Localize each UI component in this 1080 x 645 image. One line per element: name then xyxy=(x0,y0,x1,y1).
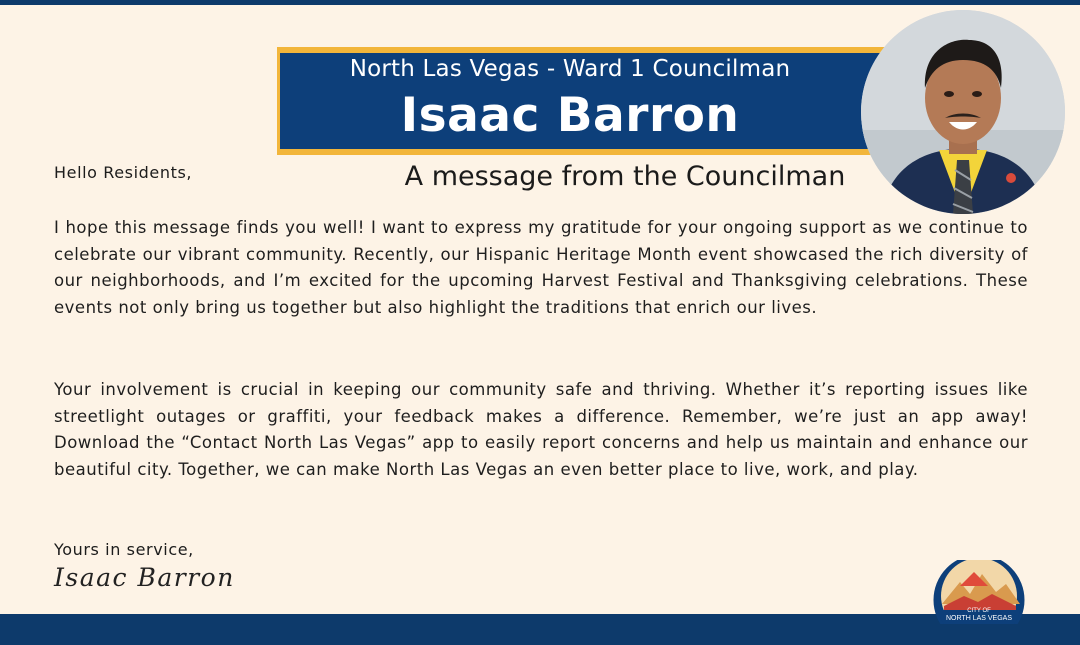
councilman-name: Isaac Barron xyxy=(400,88,740,143)
city-seal-icon xyxy=(930,560,1028,624)
letter-greeting: Hello Residents, xyxy=(54,163,193,182)
portrait-illustration xyxy=(861,10,1065,214)
banner-subtitle: North Las Vegas - Ward 1 Councilman xyxy=(349,56,791,82)
top-accent-strip xyxy=(0,0,1080,5)
letter-paragraph: Your involvement is crucial in keeping our community safe and thriving. Whether it’s reporting issues like streetlight outages or graffiti, your feedback makes a difference. Remember, we’re just an app away! Download the “Contact North Las Vegas” app to easily report concerns and help us maintain and enhance our beautiful city. Together, we can make North Las Vegas an even better place to live, work, and play. xyxy=(54,380,1028,479)
handwritten-signature: Isaac Barron xyxy=(54,563,235,592)
councilman-portrait xyxy=(861,10,1065,214)
message-heading: A message from the Councilman xyxy=(404,161,846,192)
bottom-footer-band xyxy=(0,614,1080,645)
logo-line-1: CITY OF xyxy=(967,608,991,614)
city-logo xyxy=(930,560,1028,624)
letter-paragraph: I hope this message finds you well! I want to express my gratitude for your ongoing support as we continue to celebrate our vibrant community. Recently, our Hispanic Heritage Month event showcased the rich diversity of our neighborhoods, and I’m excited for the upcoming Harvest Festival and Thanksgiving celebrations. These events not only bring us together but also highlight the traditions that enrich our lives. xyxy=(54,218,1028,317)
logo-line-2: NORTH LAS VEGAS xyxy=(945,615,1013,622)
letter-closing: Yours in service, xyxy=(54,540,194,559)
